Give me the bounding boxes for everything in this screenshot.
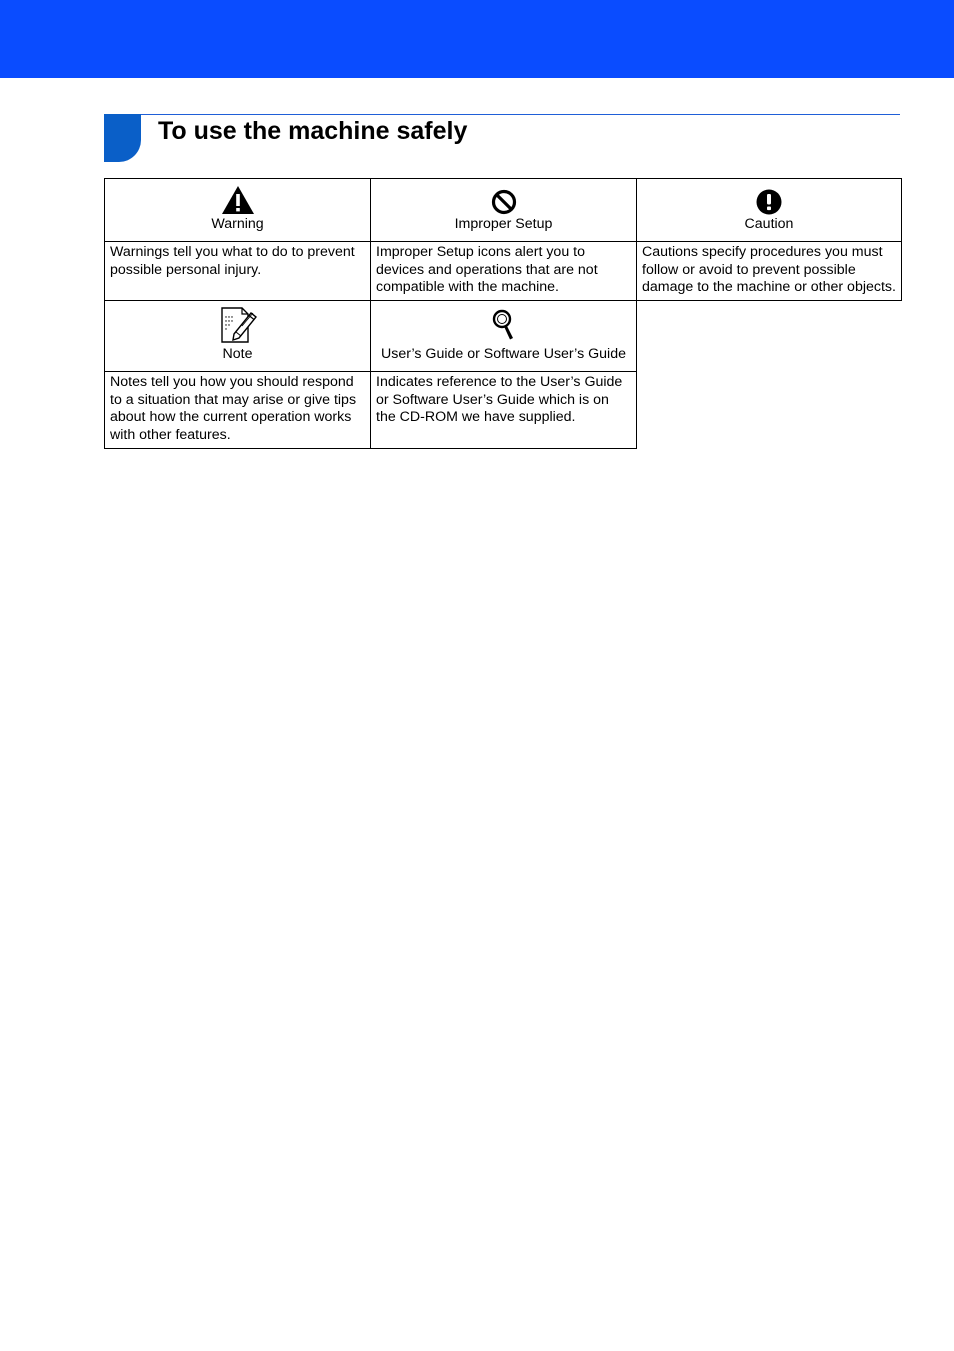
note-description-cell	[104, 371, 371, 449]
warning-triangle-icon	[221, 185, 255, 215]
top-banner	[0, 0, 954, 78]
note-header-cell	[104, 300, 371, 372]
warning-description: Warnings tell you what to do to prevent possible personal injury.	[110, 244, 355, 278]
section-divider	[140, 114, 900, 115]
improper-setup-description: Improper Setup icons alert you to devices and operations that are not compatible with the machine.	[376, 244, 598, 296]
improper-setup-label: Improper Setup	[454, 216, 553, 233]
warning-header-cell	[104, 178, 371, 242]
guide-description: Indicates reference to the User’s Guide or Software User’s Guide which is on the CD-ROM we have supplied.	[376, 374, 623, 426]
section-tab-marker	[104, 114, 141, 162]
note-description: Notes tell you how you should respond to a situation that may arise or give tips about how the current operation works with other features.	[110, 374, 357, 443]
caution-label: Caution	[744, 216, 794, 233]
warning-description-cell	[104, 241, 371, 301]
guide-description-cell	[370, 371, 637, 449]
note-pencil-icon	[218, 305, 258, 345]
guide-header-cell	[370, 300, 637, 372]
magnifier-icon	[492, 309, 516, 341]
warning-label: Warning	[211, 216, 264, 233]
guide-label: User’s Guide or Software User’s Guide	[381, 346, 626, 363]
improper-setup-description-cell	[370, 241, 637, 301]
prohibited-icon	[491, 189, 517, 215]
caution-description-cell	[636, 241, 902, 301]
page-title: To use the machine safely	[158, 117, 468, 145]
caution-header-cell	[636, 178, 902, 242]
improper-setup-header-cell	[370, 178, 637, 242]
exclamation-circle-icon	[756, 189, 782, 215]
caution-description: Cautions specify procedures you must follow or avoid to prevent possible damage to the machine or other objects.	[642, 244, 896, 296]
note-label: Note	[222, 346, 253, 363]
